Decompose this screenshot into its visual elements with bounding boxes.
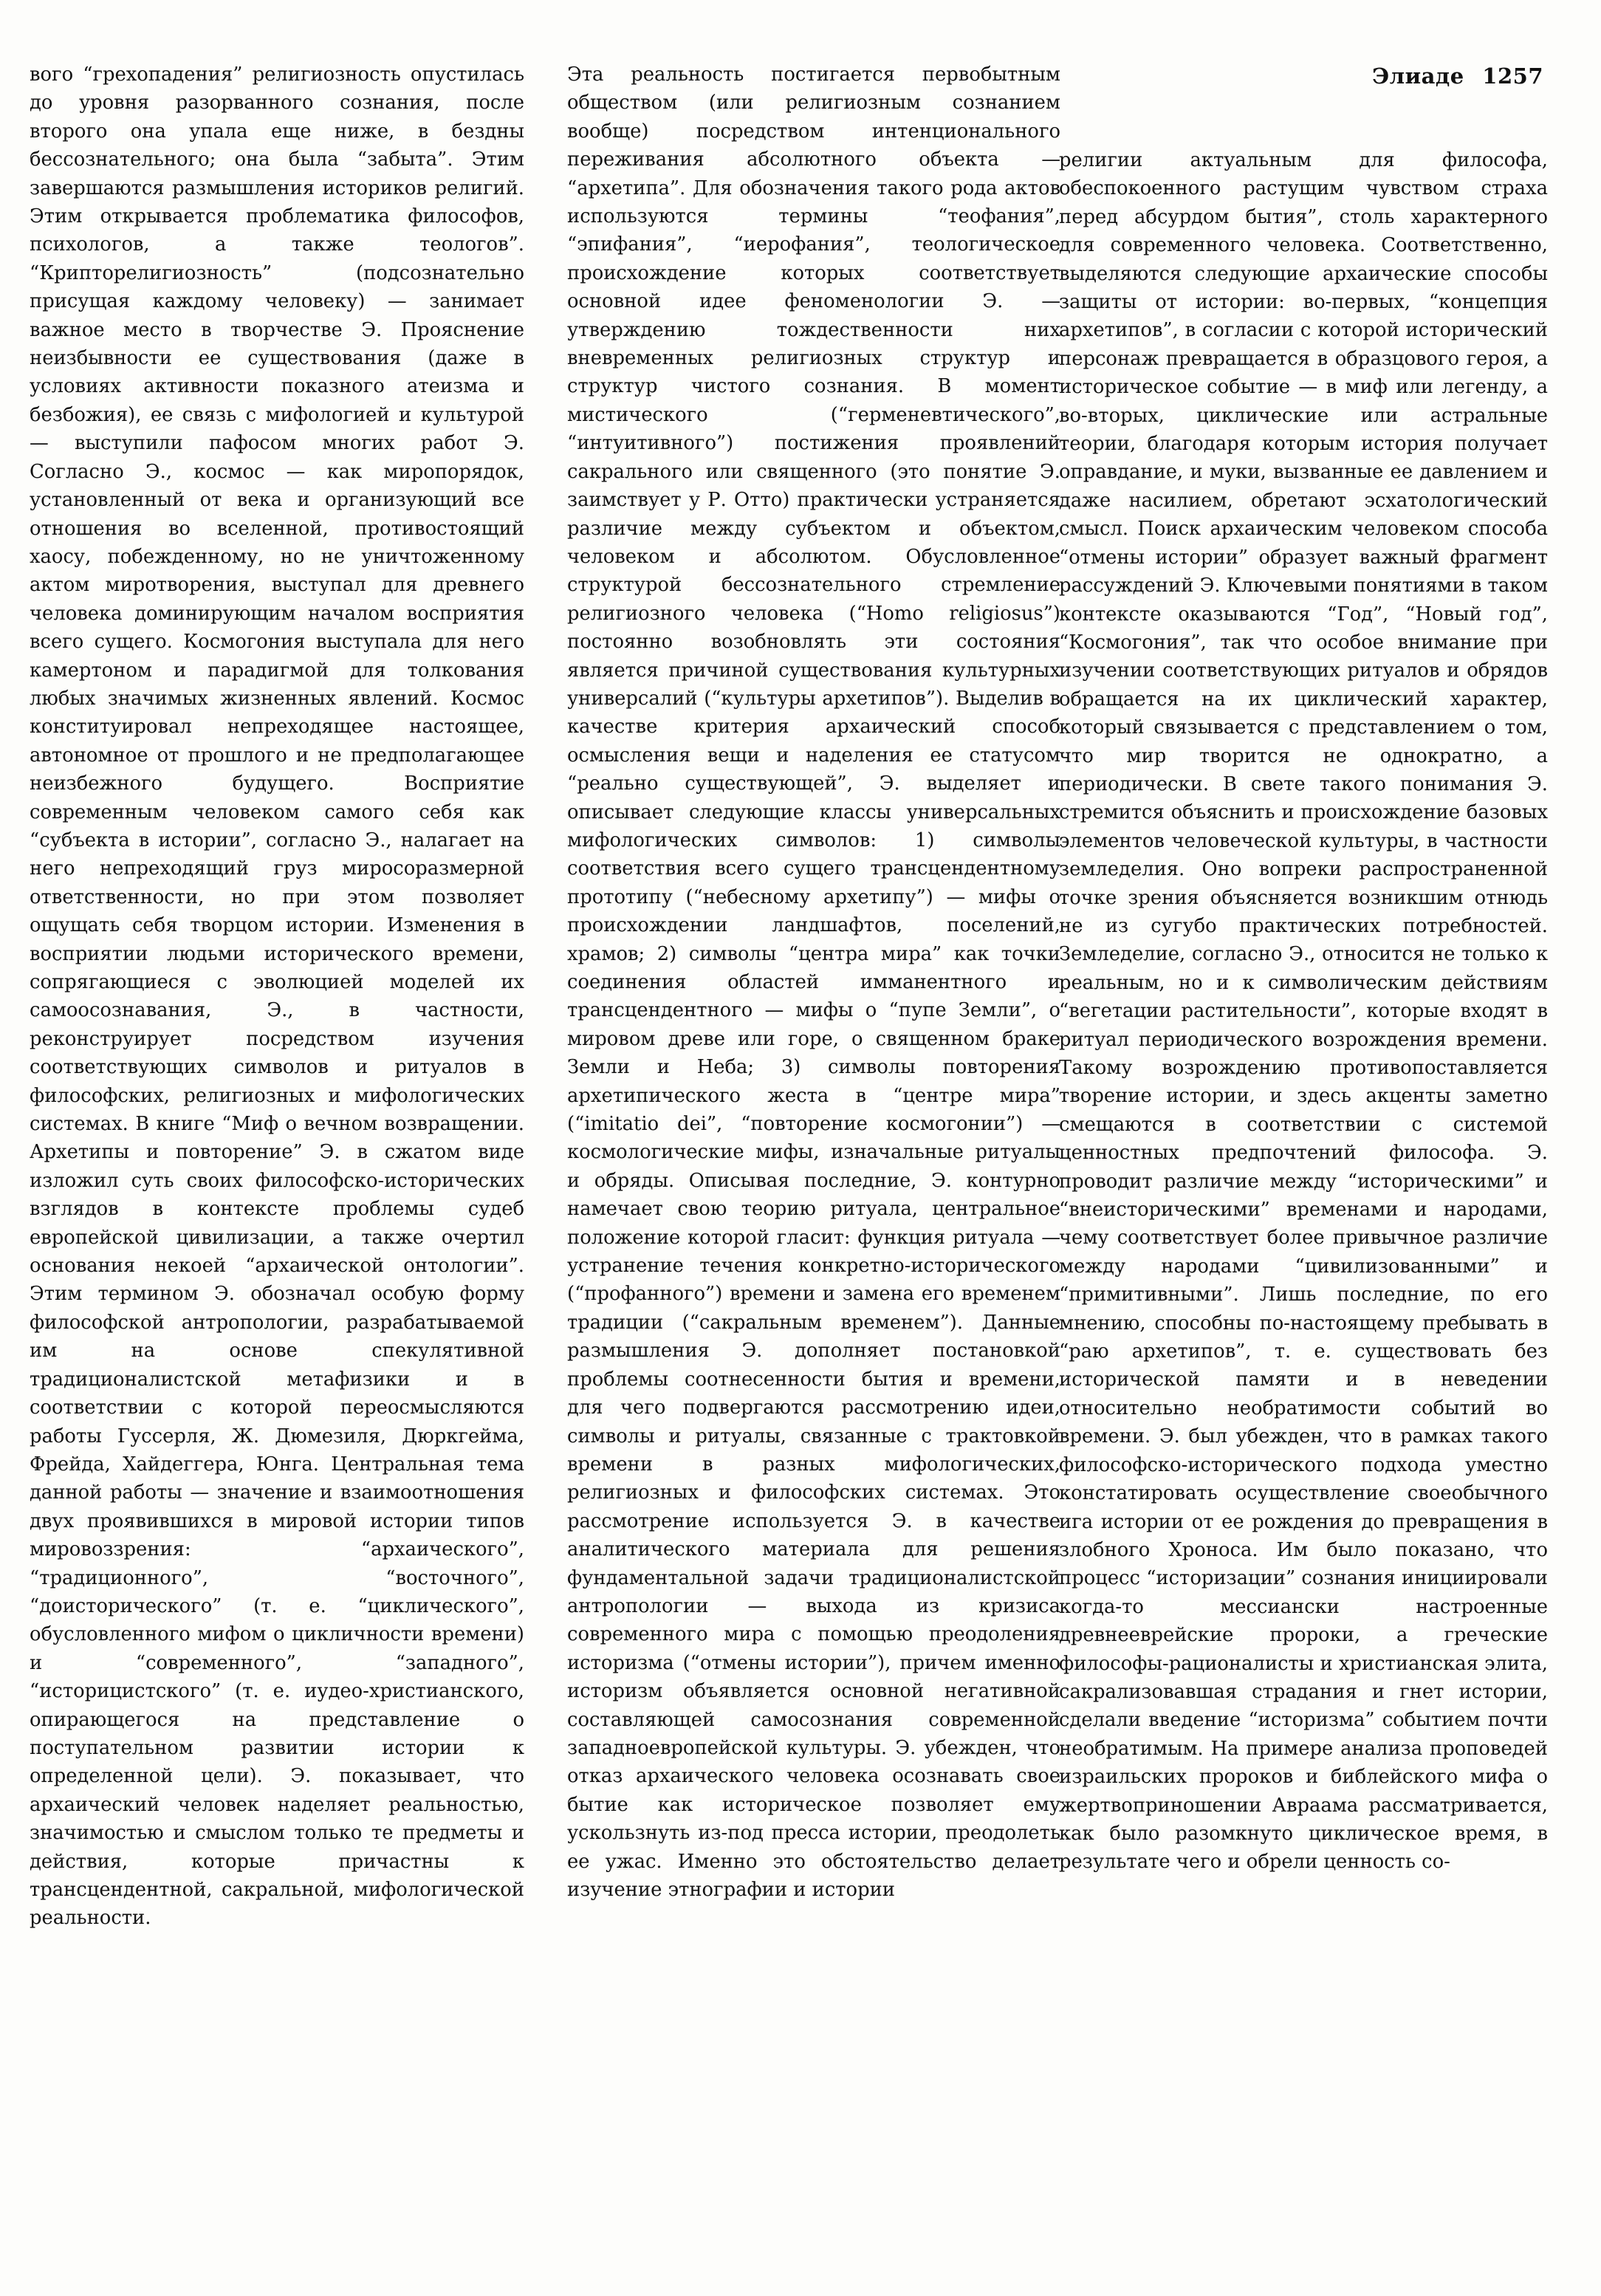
running-header xyxy=(1372,64,1543,89)
text-column-1 xyxy=(30,61,524,1933)
text-column-3 xyxy=(1059,146,1548,1877)
header-title: Элиаде xyxy=(1372,64,1464,89)
column-text: вого “грехопадения” религиозность опустилась до уровня разорванного сознания, после второго она упала еще ниже, в бездны бессознательного; она была “забыта”. Этим завершаются размышления историков религий. Этим открывается проблематика философов, психологов, а также теологов”. “Крипторелигиозность” (подсознательно присущая каждому человеку) — занимает важное место в творчестве Э. Прояснение неизбывности ее существования (даже в условиях активности показного атеизма и безбожия), ее связь с мифологией и культурой — выступили пафосом многих работ Э. Согласно Э., космос — как миропорядок, установленный от века и организующий все отношения во вселенной, противостоящий хаосу, побежденному, но не уничтоженному актом миротворения, выступал для древнего человека доминирующим началом восприятия всего сущего. Космогония выступала для него камертоном и парадигмой для толкования любых значимых жизненных явлений. Космос конституировал непреходящее настоящее, автономное от прошлого и не предполагающее неизбежного будущего. Восприятие современным человеком самого себя как “субъекта в истории”, согласно Э., налагает на него непреходящий груз миросоразмерной ответственности, но при этом позволяет ощущать себя творцом истории. Изменения в восприятии людьми исторического времени, сопрягающиеся с эволюцией моделей их самоосознавания, Э., в частности, реконструирует посредством изучения соответствующих символов и ритуалов в философских, религиозных и мифологических системах. В книге “Миф о вечном возвращении. Архетипы и повторение” Э. в сжатом виде изложил суть своих философско-исторических взглядов в контексте проблемы судеб европейской цивилизации, а также очертил основания некоей “архаической онтологии”. Этим термином Э. обозначал особую форму философской антропологии, разрабатываемой им на основе спекулятивной традиционалистской метафизики и в соответствии с которой переосмысляются работы Гуссерля, Ж. Дюмезиля, Дюркгейма, Фрейда, Хайдеггера, Юнга. Центральная тема данной работы — значение и взаимоотношения двух проявившихся в мировой истории типов мировоззрения: “архаического”, “традиционного”, “восточного”, “доисторического” (т. е. “циклического”, обусловленного мифом о цикличности времени) и “современного”, “западного”, “историцистского” (т. е. иудео-христианского, опирающегося на представление о поступательном развитии истории к определенной цели). Э. показывает, что архаический человек наделяет реальностью, значимостью и смыслом только те предметы и действия, которые причастны к трансцендентной, сакральной, мифологической реальности. xyxy=(30,64,524,1930)
column-text: религии актуальным для философа, обеспокоенного растущим чувством страха перед абсурдом бытия”, столь характерного для современного человека. Соответственно, выделяются следующие архаические способы защиты от истории: во-первых, “концепция архетипов”, в согласии с которой исторический персонаж превращается в образцового героя, а историческое событие — в миф или легенду, а во-вторых, циклические или астральные теории, благодаря которым история получает оправдание, и муки, вызванные ее давлением и даже насилием, обретают эсхатологический смысл. Поиск архаическим человеком способа “отмены истории” образует важный фрагмент рассуждений Э. Ключевыми понятиями в таком контексте оказываются “Год”, “Новый год”, “Космогония”, так что особое внимание при изучении соответствующих ритуалов и обрядов обращается на их циклический характер, который связывается с представлением о том, что мир творится не однократно, а периодически. В свете такого понимания Э. стремится объяснить и происхождение базовых элементов человеческой культуры, в частности земледелия. Оно вопреки распространенной точке зрения объясняется возникшим отнюдь не из сугубо практических потребностей. Земледелие, согласно Э., относится не только к реальным, но и к символическим действиям “вегетации растительности”, которые входят в ритуал периодического возрождения времени. Такому возрождению противопоставляется творение истории, и здесь акценты заметно смещаются в соответствии с системой ценностных предпочтений философа. Э. проводит различие между “историческими” и “внеисторическими” временами и народами, чему соответствует более привычное различие между народами “цивилизованными” и “примитивными”. Лишь последние, по его мнению, способны по-настоящему пребывать в “раю архетипов”, т. е. существовать без исторической памяти и в неведении относительно необратимости событий во времени. Э. был убежден, что в рамках такого философско-исторического подхода уместно констатировать осуществление своеобычного ига истории от ее рождения до превращения в злобного Хроноса. Им было показано, что процесс “историзации” сознания инициировали когда-то мессиански настроенные древнееврейские пророки, а греческие философы-рационалисты и христианская элита, сакрализовавшая страдания и гнет истории, сделали введение “историзма” событием почти необратимым. На примере анализа проповедей израильских пророков и библейского мифа о жертвоприношении Авраама рассматривается, как было разомкнуто циклическое время, в результате чего и обрели ценность со- xyxy=(1059,149,1548,1874)
page-number: 1257 xyxy=(1482,64,1543,89)
text-column-2 xyxy=(567,61,1060,1904)
column-text: Эта реальность постигается первобытным обществом (или религиозным сознанием вообще) посредством интенционального переживания абсолютного объекта — “архетипа”. Для обозначения такого рода актов используются термины “теофания”, “эпифания”, “иерофания”, теологическое происхождение которых соответствует основной идее феноменологии Э. — утверждению тождественности ниx вневременных религиозных структур и структур чистого сознания. В момент мистического (“герменевтического”, “интуитивного”) постижения проявлений сакрального или священного (это понятие Э. заимствует у Р. Отто) практически устраняется различие между субъектом и объектом, человеком и абсолютом. Обусловленное структурой бессознательного стремление религиозного человека (“Homo religiosus”) постоянно возобновлять эти состояния является причиной существования культурных универсалий (“культуры архетипов”). Выделив в качестве критерия архаический способ осмысления вещи и наделения ее статусом “реально существующей”, Э. выделяет и описывает следующие классы универсальных мифологических символов: 1) символы соответствия всего сущего трансцендентному прототипу (“небесному архетипу”) — мифы о происхождении ландшафтов, поселений, храмов; 2) символы “центра мира” как точки соединения областей имманентного и трансцендентного — мифы о “пупе Земли”, о мировом древе или горе, о священном браке Земли и Неба; 3) символы повторения архетипического жеста в “центре мира” (“imitatio dei”, “повторение космогонии”) — космологические мифы, изначальные ритуалы и обряды. Описывая последние, Э. контурно намечает свою теорию ритуала, центральное положение которой гласит: функция ритуала — устранение течения конкретно-исторического (“профанного”) времени и замена его временем традиции (“сакральным временем”). Данные размышления Э. дополняет постановкой проблемы соотнесенности бытия и времени, для чего подвергаются рассмотрению идеи, символы и ритуалы, связанные с трактовкой времени в разных мифологических, религиозных и философских системах. Это рассмотрение используется Э. в качестве аналитического материала для решения фундаментальной задачи традиционалистской антропологии — выхода из кризиса современного мира с помощью преодоления историзма (“отмены истории”), причем именно историзм объявляется основной негативной составляющей самосознания современной западноевропейской культуры. Э. убежден, что отказ архаического человека осознавать свое бытие как историческое позволяет ему ускользнуть из-под пресса истории, преодолеть ее ужас. Именно это обстоятельство делает изучение этнографии и истории xyxy=(567,64,1060,1901)
